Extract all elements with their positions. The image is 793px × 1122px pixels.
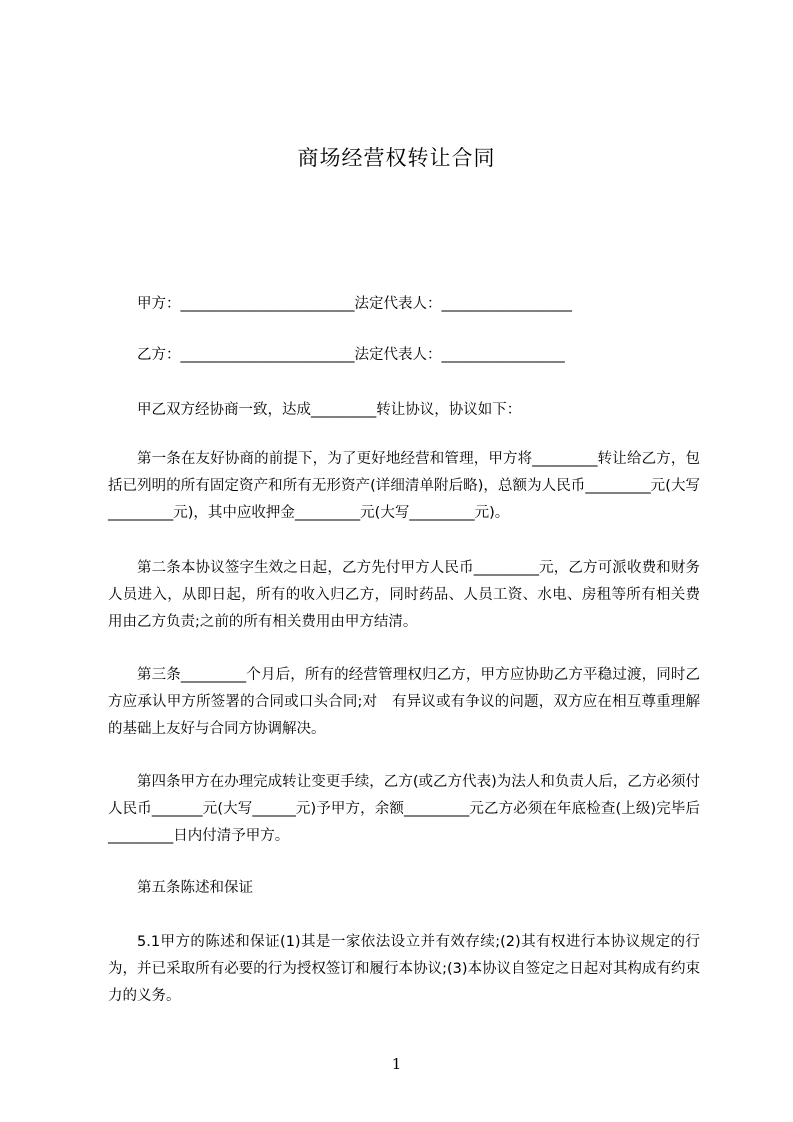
page-number: 1 xyxy=(391,1055,402,1073)
article-5-1-paragraph: 5.1甲方的陈述和保证(1)其是一家依法设立并有效存续;(2)其有权进行本协议规定的行为，并已采取所有必要的行为授权签订和履行本协议;(3)本协议自签定之日起对其构成有约束力的义务。 xyxy=(108,934,700,1004)
article-4-paragraph: 第四条甲方在办理完成转让变更手续，乙方(或乙方代表)为法人和负责人后，乙方必须付人民币_______元(大写______元)予甲方，余额_________元乙方必须在年底检查(上级)完毕后_________日内付清予甲方。 xyxy=(108,774,700,844)
article-2-paragraph: 第二条本协议签字生效之日起，乙方先付甲方人民币_________元，乙方可派收费和财务人员进入，从即日起，所有的收入归乙方，同时药品、人员工资、水电、房租等所有相关费用由乙方负责;之前的所有相关费用由甲方结清。 xyxy=(108,560,700,630)
article-1-paragraph: 第一条在友好协商的前提下，为了更好地经营和管理，甲方将_________转让给乙方，包括已列明的所有固定资产和所有无形资产(详细清单附后略)，总额为人民币_________元(大写_________元)，其中应收押金_________元(大写_________元)。 xyxy=(108,451,700,521)
article-3-paragraph: 第三条_________个月后，所有的经营管理权归乙方，甲方应协助乙方平稳过渡，同时乙方应承认甲方所签署的合同或口头合同;对 有异议或有争议的问题，双方应在相互尊重理解的基础上友好与合同方协调解决。 xyxy=(108,667,700,737)
intro-line: 甲乙双方经协商一致，达成_________转让协议，协议如下： xyxy=(137,402,522,418)
party-a-line: 甲方：________________________法定代表人：__________________ xyxy=(137,296,572,312)
page-title: 商场经营权转让合同 xyxy=(297,146,496,170)
party-b-line: 乙方：________________________法定代表人：_________________ xyxy=(137,347,565,363)
article-5-heading: 第五条陈述和保证 xyxy=(137,880,253,896)
